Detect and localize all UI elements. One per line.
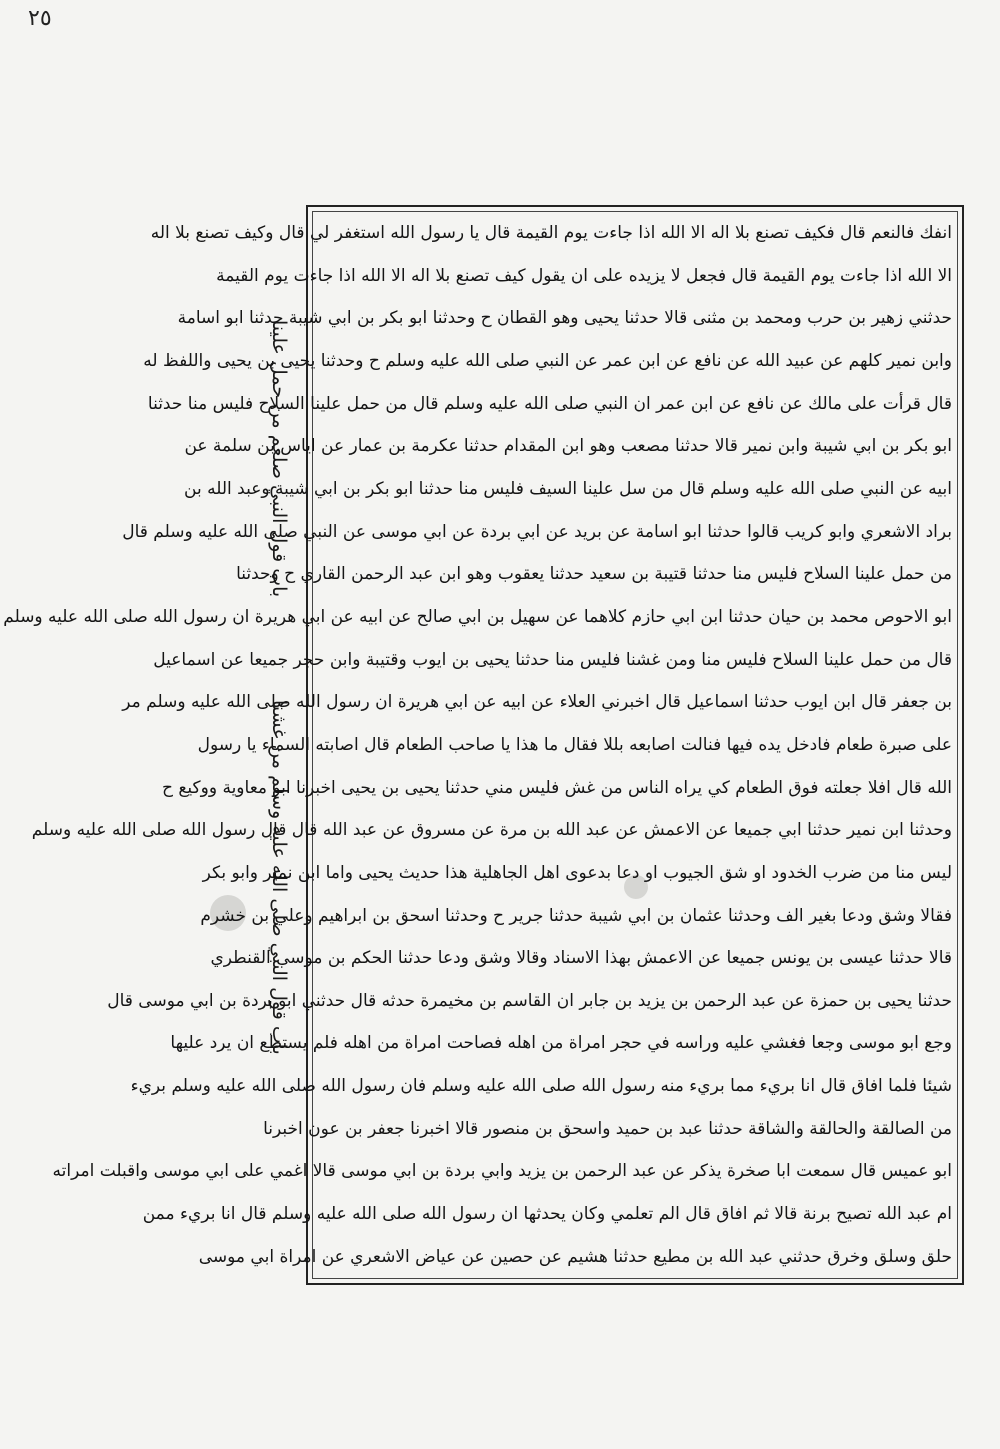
text-line: وجع ابو موسى وجعا فغشي عليه وراسه في حجر امراة من اهله فصاحت امراة من اهله فلم يستطع ان يرد عليها bbox=[170, 1033, 952, 1054]
text-line: حلق وسلق وخرق حدثني عبد الله بن مطيع حدثنا هشيم عن حصين عن عياض الاشعري عن امراة ابي موسى bbox=[198, 1246, 952, 1267]
text-line: على صبرة طعام فادخل يده فيها فنالت اصابعه بللا فقال ما هذا يا صاحب الطعام قال اصابته السماء يا رسول bbox=[197, 734, 952, 755]
text-line: بن جعفر قال ابن ايوب حدثنا اسماعيل قال اخبرني العلاء عن ابيه عن ابي هريرة ان رسول الله صلى الله عليه وسلم مر bbox=[122, 692, 952, 713]
text-line: حدثنا يحيى بن حمزة عن عبد الرحمن بن يزيد بن جابر ان القاسم بن مخيمرة حدثه قال حدثني ابو بردة بن ابي موسى قال bbox=[107, 990, 952, 1011]
text-line: قال قرأت على مالك عن نافع عن ابن عمر ان النبي صلى الله عليه وسلم قال من حمل علينا السلاح فليس منا حدثنا bbox=[147, 393, 952, 414]
text-line: ابو عميس قال سمعت ابا صخرة يذكر عن عبد الرحمن بن يزيد وابي بردة بن ابي موسى قالا اغمي على ابي موسى واقبلت امراته bbox=[52, 1161, 952, 1182]
text-line: من حمل علينا السلاح فليس منا حدثنا قتيبة بن سعيد حدثنا يعقوب وهو ابن عبد الرحمن القاري ح وحدثنا bbox=[236, 564, 952, 585]
text-line: ابو الاحوص محمد بن حيان حدثنا ابن ابي حازم كلاهما عن سهيل بن ابي صالح عن ابيه عن ابي هريرة ان رسول الله صلى الله عليه وسلم bbox=[3, 606, 952, 627]
text-line: فقالا وشق ودعا بغير الف وحدثنا عثمان بن ابي شيبة حدثنا جرير ح وحدثنا اسحق بن ابراهيم وعلي بن خشرم bbox=[200, 905, 952, 926]
text-line: من الصالقة والحالقة والشاقة حدثنا عبد بن حميد واسحق بن منصور قالا اخبرنا جعفر بن عون اخبرنا bbox=[263, 1118, 952, 1139]
page-number: ٢٥ bbox=[28, 6, 52, 31]
text-line: شيئا فلما افاق قال انا بريء مما بريء منه رسول الله صلى الله عليه وسلم فان رسول الله صلى الله عليه وسلم بريء bbox=[130, 1076, 952, 1097]
text-line: قالا حدثنا عيسى بن يونس جميعا عن الاعمش بهذا الاسناد وقالا وشق ودعا حدثنا الحكم بن موسى القنطري bbox=[210, 948, 952, 969]
text-line: الله قال افلا جعلته فوق الطعام كي يراه الناس من غش فليس مني حدثنا يحيى بن يحيى اخبرنا ابو معاوية ووكيع ح bbox=[161, 777, 952, 798]
margin-chapter-heading: باب قول النبي صلى الله عليه وسلم من غشنا bbox=[268, 700, 290, 1055]
text-line: براد الاشعري وابو كريب قالوا حدثنا ابو اسامة عن بريد عن ابي بردة عن ابي موسى عن النبي صلى الله عليه وسلم قال bbox=[122, 521, 952, 542]
margin-chapter-heading: باب قول النبي صلعم من حمل علينا bbox=[268, 320, 290, 598]
text-line: وابن نمير كلهم عن عبيد الله عن نافع عن ابن عمر عن النبي صلى الله عليه وسلم ح وحدثنا يحيى بن يحيى واللفظ له bbox=[143, 350, 952, 371]
text-line: الا الله اذا جاءت يوم القيمة قال فجعل لا يزيده على ان يقول كيف تصنع بلا اله الا الله اذا جاءت يوم القيمة bbox=[216, 265, 952, 286]
text-line: انفك فالنعم قال فكيف تصنع بلا اله الا الله اذا جاءت يوم القيمة قال يا رسول الله استغفر لي قال وكيف تصنع بلا اله bbox=[150, 223, 952, 243]
text-line: حدثني زهير بن حرب ومحمد بن مثنى قالا حدثنا يحيى وهو القطان ح وحدثنا ابو بكر بن ابي شيبة حدثنا ابو اسامة bbox=[177, 308, 952, 329]
text-line: وحدثنا ابن نمير حدثنا ابي جميعا عن الاعمش عن عبد الله بن مرة عن مسروق عن عبد الله قال قال رسول الله صلى الله عليه وسلم bbox=[31, 820, 952, 841]
text-line: ام عبد الله تصيح برنة قالا ثم افاق قال الم تعلمي وكان يحدثها ان رسول الله صلى الله عليه وسلم قال انا بريء ممن bbox=[142, 1204, 952, 1225]
text-line: ابو بكر بن ابي شيبة وابن نمير قالا حدثنا مصعب وهو ابن المقدام حدثنا عكرمة بن عمار عن اياس بن سلمة عن bbox=[184, 436, 952, 457]
text-line: ابيه عن النبي صلى الله عليه وسلم قال من سل علينا السيف فليس منا حدثنا ابو بكر بن ابي شيبة وعبد الله بن bbox=[184, 478, 952, 499]
text-line: ليس منا من ضرب الخدود او شق الجيوب او دعا بدعوى اهل الجاهلية هذا حديث يحيى واما ابن نمير وابو بكر bbox=[202, 862, 952, 883]
text-line: قال من حمل علينا السلاح فليس منا ومن غشنا فليس منا حدثنا يحيى بن ايوب وقتيبة وابن حجر جميعا عن اسماعيل bbox=[153, 649, 952, 670]
